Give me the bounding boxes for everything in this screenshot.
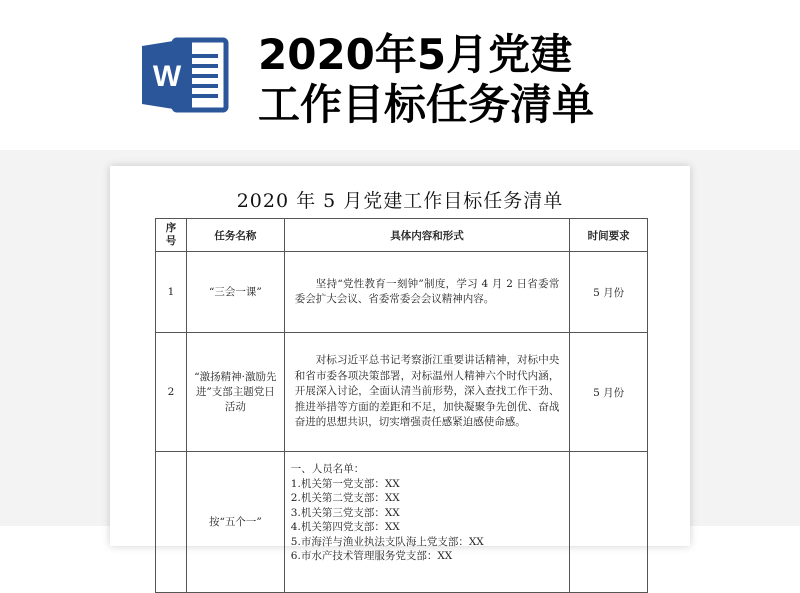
column-header-time: 时间要求: [570, 219, 648, 252]
document-title: 2020 年 5 月党建工作目标任务清单: [236, 190, 564, 212]
list-item: 4.机关第四党支部：XX: [290, 521, 400, 533]
task-content: 对标习近平总书记考察浙江重要讲话精神，对标中央和省市委各项决策部署，对标温州人精神六个时代内涵，开展深入讨论，全面认清当前形势，深入查找工作干劲、推进举措等方面的差距和不足，加快凝聚争先创优、奋战奋进的思想共识，切实增强责任感紧迫感使命感。: [284, 333, 570, 452]
table-row: [156, 252, 648, 333]
task-name: “三会一课”: [186, 252, 284, 333]
task-table: [155, 218, 648, 593]
table-header-row: [156, 219, 648, 252]
column-header-no: 序 号: [156, 219, 187, 252]
row-number: 1: [156, 252, 187, 333]
task-content-list: [284, 452, 570, 593]
page-title-line2: 工作目标任务清单: [258, 80, 595, 129]
row-number: 2: [156, 333, 187, 452]
table-row: [156, 452, 648, 593]
task-content: 坚持“党性教育一刻钟”制度，学习 4 月 2 日省委常委会扩大会议、省委常委会会议精神内容。: [284, 252, 570, 333]
table-row: [156, 333, 648, 452]
list-item: 6.市水产技术管理服务党支部：XX: [290, 550, 453, 562]
task-time: [570, 452, 648, 593]
column-header-name: 任务名称: [186, 219, 284, 252]
task-name: “激扬精神·激励先进”支部主题党日活动: [186, 333, 284, 452]
word-icon-letter: W: [152, 60, 182, 93]
list-item: 3.机关第三党支部：XX: [290, 506, 400, 519]
page-title: [258, 30, 594, 130]
list-item: 5.市海洋与渔业执法支队海上党支部：XX: [290, 535, 484, 548]
list-item: 一、人员名单：: [290, 463, 365, 475]
list-item: 1.机关第一党支部：XX: [290, 477, 400, 490]
row-number: [156, 452, 187, 593]
list-item: 2.机关第二党支部：XX: [290, 492, 400, 504]
banner: [0, 0, 800, 150]
word-icon: [140, 34, 232, 116]
task-name: 按“五个一”: [186, 452, 284, 593]
document-page[interactable]: [110, 166, 690, 562]
task-time: 5 月份: [570, 252, 648, 333]
task-time: 5 月份: [570, 333, 648, 452]
page-title-line1: 2020年5月党建: [258, 30, 573, 79]
column-header-content: 具体内容和形式: [284, 219, 570, 252]
